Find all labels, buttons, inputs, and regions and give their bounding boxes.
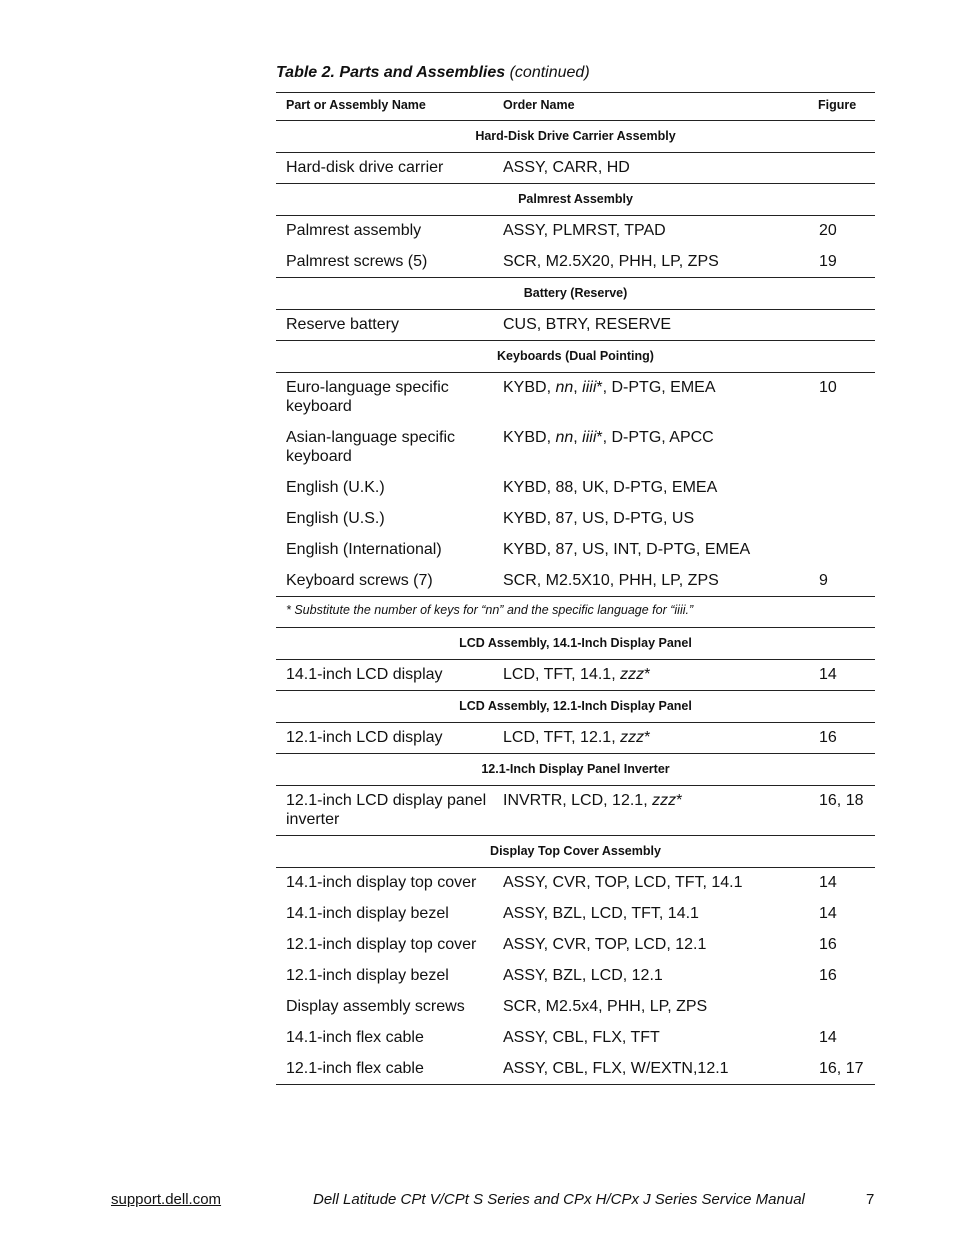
part-name-cell: 12.1-inch display top cover xyxy=(286,936,477,953)
part-name-cell: 12.1-inch LCD display panel inverter xyxy=(286,792,487,828)
section-header: Hard-Disk Drive Carrier Assembly xyxy=(276,121,875,153)
order-name-cell: ASSY, CARR, HD xyxy=(503,159,630,176)
order-name-cell: CUS, BTRY, RESERVE xyxy=(503,316,672,333)
part-name-cell: Palmrest assembly xyxy=(286,222,422,239)
section-header: LCD Assembly, 14.1-Inch Display Panel xyxy=(276,628,875,660)
table-continued-note: (continued) xyxy=(509,64,590,81)
part-name-cell: Reserve battery xyxy=(286,316,399,333)
order-name-part: INVRTR, LCD, 12.1, xyxy=(503,792,653,809)
order-name-cell: ASSY, CBL, FLX, W/EXTN,12.1 xyxy=(503,1060,729,1077)
order-name-cell: ASSY, CVR, TOP, LCD, TFT, 14.1 xyxy=(503,874,743,891)
part-name-cell: English (International) xyxy=(286,541,442,558)
parts-table xyxy=(276,92,875,1085)
section-header: LCD Assembly, 12.1-Inch Display Panel xyxy=(276,691,875,723)
figure-cell: 16 xyxy=(819,936,837,953)
order-name-part: iiii xyxy=(582,379,597,396)
part-name-cell: English (U.S.) xyxy=(286,510,385,527)
section-rows xyxy=(276,216,875,278)
order-name-cell: SCR, M2.5x4, PHH, LP, ZPS xyxy=(503,998,708,1015)
figure-cell: 14 xyxy=(819,905,837,922)
footer-support-link[interactable]: support.dell.com xyxy=(111,1191,222,1208)
order-name-cell xyxy=(503,428,833,447)
order-name-cell: KYBD, 87, US, INT, D-PTG, EMEA xyxy=(503,541,751,558)
table-header-row xyxy=(276,92,875,121)
section-rows xyxy=(276,153,875,184)
order-name-part: LCD, TFT, 12.1, xyxy=(503,729,621,746)
order-name-part: KYBD, xyxy=(503,429,556,446)
part-name-cell: Euro-language specific keyboard xyxy=(286,379,449,415)
figure-cell: 9 xyxy=(819,572,828,589)
figure-cell: 20 xyxy=(819,222,837,239)
part-name-cell: Hard-disk drive carrier xyxy=(286,159,444,176)
order-name-cell: SCR, M2.5X10, PHH, LP, ZPS xyxy=(503,572,719,589)
order-name-part: , xyxy=(573,429,583,446)
table-caption xyxy=(276,64,590,82)
figure-cell: 10 xyxy=(819,379,837,396)
order-name-cell: ASSY, CBL, FLX, TFT xyxy=(503,1029,660,1046)
order-name-part: *, D-PTG, APCC xyxy=(596,429,714,446)
part-name-cell: 14.1-inch LCD display xyxy=(286,666,443,683)
section-rows xyxy=(276,786,875,836)
order-name-part: * xyxy=(644,666,651,683)
part-name-cell: 14.1-inch flex cable xyxy=(286,1029,424,1046)
section-header: 12.1-Inch Display Panel Inverter xyxy=(276,754,875,786)
section-rows xyxy=(276,373,875,597)
section-rows xyxy=(276,660,875,691)
header-order-name: Order Name xyxy=(503,98,575,112)
order-name-cell xyxy=(503,378,833,397)
figure-cell: 14 xyxy=(819,874,837,891)
part-name-cell: 14.1-inch display top cover xyxy=(286,874,477,891)
section-rows xyxy=(276,310,875,341)
order-name-part: KYBD, xyxy=(503,379,556,396)
part-name-cell: Asian-language specific keyboard xyxy=(286,429,455,465)
section-header: Palmrest Assembly xyxy=(276,184,875,216)
figure-cell: 16, 18 xyxy=(819,792,864,809)
section-header: Keyboards (Dual Pointing) xyxy=(276,341,875,373)
header-part-name: Part or Assembly Name xyxy=(286,98,426,112)
table-title: Table 2. Parts and Assemblies xyxy=(276,64,506,81)
part-name-cell: English (U.K.) xyxy=(286,479,385,496)
part-name-cell: 12.1-inch flex cable xyxy=(286,1060,424,1077)
section-rows xyxy=(276,868,875,1085)
figure-cell: 16, 17 xyxy=(819,1060,864,1077)
order-name-part: nn xyxy=(555,429,574,446)
figure-cell: 14 xyxy=(819,1029,837,1046)
part-name-cell: Palmrest screws (5) xyxy=(286,253,428,270)
order-name-part: LCD, TFT, 14.1, xyxy=(503,666,621,683)
order-name-part: nn xyxy=(555,379,574,396)
order-name-part: * xyxy=(644,729,651,746)
part-name-cell: Display assembly screws xyxy=(286,998,465,1015)
order-name-cell: SCR, M2.5X20, PHH, LP, ZPS xyxy=(503,253,719,270)
footer-page-number: 7 xyxy=(866,1191,875,1208)
order-name-part: zzz xyxy=(620,666,645,683)
order-name-cell: ASSY, BZL, LCD, TFT, 14.1 xyxy=(503,905,699,922)
order-name-cell: ASSY, BZL, LCD, 12.1 xyxy=(503,967,663,984)
part-name-cell: 14.1-inch display bezel xyxy=(286,905,449,922)
order-name-part: , xyxy=(573,379,583,396)
section-rows xyxy=(276,723,875,754)
order-name-part: * xyxy=(676,792,683,809)
order-name-cell xyxy=(503,665,833,684)
figure-cell: 19 xyxy=(819,253,837,270)
order-name-cell: ASSY, CVR, TOP, LCD, 12.1 xyxy=(503,936,707,953)
figure-cell: 16 xyxy=(819,967,837,984)
table-footnote xyxy=(276,597,875,628)
header-figure: Figure xyxy=(818,98,857,112)
order-name-cell: KYBD, 87, US, D-PTG, US xyxy=(503,510,695,527)
order-name-part: iiii xyxy=(582,429,597,446)
order-name-cell xyxy=(503,728,833,747)
order-name-part: zzz xyxy=(652,792,677,809)
footer-manual-title: Dell Latitude CPt V/CPt S Series and CPx H/CPx J Series Service Manual xyxy=(313,1191,805,1208)
section-header: Display Top Cover Assembly xyxy=(276,836,875,868)
order-name-cell: ASSY, PLMRST, TPAD xyxy=(503,222,666,239)
part-name-cell: 12.1-inch LCD display xyxy=(286,729,443,746)
order-name-part: zzz xyxy=(620,729,645,746)
order-name-part: *, D-PTG, EMEA xyxy=(596,379,716,396)
order-name-cell: KYBD, 88, UK, D-PTG, EMEA xyxy=(503,479,718,496)
figure-cell: 16 xyxy=(819,729,837,746)
table-body xyxy=(276,121,875,1085)
part-name-cell: Keyboard screws (7) xyxy=(286,572,433,589)
part-name-cell: 12.1-inch display bezel xyxy=(286,967,449,984)
footnote-text: * Substitute the number of keys for “nn” and the specific language for “iiii.” xyxy=(286,603,694,617)
section-header: Battery (Reserve) xyxy=(276,278,875,310)
figure-cell: 14 xyxy=(819,666,837,683)
order-name-cell xyxy=(503,791,833,810)
